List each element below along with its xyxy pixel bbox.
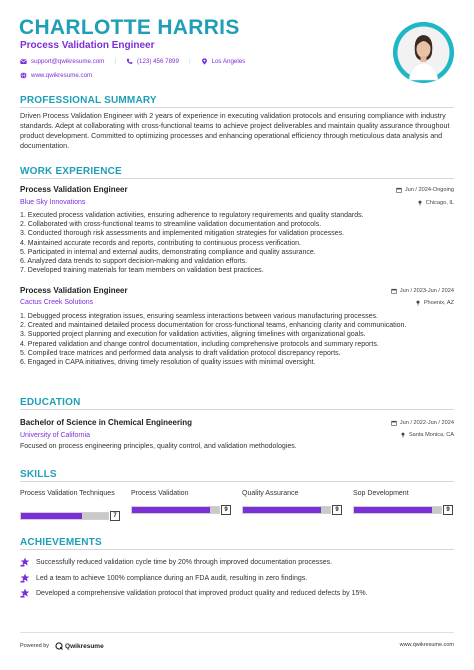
list-item: 3. Conducted thorough risk assessments and implemented mitigation strategies for validation processes. xyxy=(20,230,345,238)
job-title: Process Validation Engineer xyxy=(20,286,128,295)
job-dates-text: Jun / 2023-Jun / 2024 xyxy=(399,288,454,294)
achievements-heading: ACHIEVEMENTS xyxy=(20,537,102,548)
qwikresume-logo-icon xyxy=(55,642,63,650)
brand-name: Qwikresume xyxy=(65,642,104,650)
skill-bar-segment xyxy=(202,507,211,513)
skill-bar-segment xyxy=(91,513,100,519)
skill-bar-segment xyxy=(184,507,193,513)
skill-bar-segment xyxy=(260,507,269,513)
skill-item xyxy=(131,490,231,515)
list-item: 1. Executed process validation activities, ensuring adherence to regulatory requirements and quality standards. xyxy=(20,212,364,219)
list-item: 4. Prepared validation and change control documentation, including comprehensive protocols and summary reports. xyxy=(20,340,379,348)
profile-photo xyxy=(393,22,454,83)
achievement-item xyxy=(20,573,307,583)
achievement-text: Developed a comprehensive validation protocol that improved product quality and reduced defects by 15%. xyxy=(36,589,368,597)
skill-bar-segment xyxy=(415,507,424,513)
skill-bar-segment xyxy=(30,513,39,519)
skill-bar-segment xyxy=(243,507,252,513)
footer-url[interactable]: www.qwikresume.com xyxy=(399,642,454,648)
skill-bar-segment xyxy=(56,513,65,519)
education-heading: EDUCATION xyxy=(20,397,81,408)
education-description: Focused on process engineering principles, quality control, and validation methodologies. xyxy=(20,443,297,450)
achievement-text: Successfully reduced validation cycle time by 20% through improved documentation processes. xyxy=(36,558,333,566)
skill-meter xyxy=(131,505,231,515)
skill-score: 9 xyxy=(443,505,453,515)
website-row[interactable] xyxy=(20,72,92,79)
list-item: 7. Developed training materials for team members on validation best practices. xyxy=(20,267,264,275)
skill-bar-segment xyxy=(252,507,261,513)
star-badge-icon xyxy=(20,588,30,598)
skill-bar-segment xyxy=(321,507,330,513)
candidate-title: Process Validation Engineer xyxy=(20,40,155,51)
location-text: Los Angeles xyxy=(211,58,246,65)
skill-meter xyxy=(20,511,120,521)
skill-bar-segment xyxy=(65,513,74,519)
list-item: 6. Engaged in CAPA initiatives, driving timely resolution of quality issues with minimal oversight. xyxy=(20,359,316,367)
education-location xyxy=(400,432,454,438)
skill-name: Process Validation Techniques xyxy=(20,490,115,497)
section-divider xyxy=(20,107,454,108)
list-item: 6. Analyzed data trends to support decision-making and validation efforts. xyxy=(20,258,248,266)
powered-by-text: Powered by xyxy=(20,643,50,649)
candidate-name: CHARLOTTE HARRIS xyxy=(19,16,240,39)
summary-heading: PROFESSIONAL SUMMARY xyxy=(20,95,157,106)
phone-icon xyxy=(126,58,133,65)
school-name: University of California xyxy=(20,432,91,439)
skill-bar-segment xyxy=(47,513,56,519)
skill-bar-track xyxy=(242,506,331,514)
list-item: 5. Participated in internal and external audits, demonstrating compliance and quality assurance. xyxy=(20,248,316,256)
skill-bar-segment xyxy=(278,507,287,513)
skill-bar-segment xyxy=(21,513,30,519)
skill-score: 9 xyxy=(332,505,342,515)
pin-icon xyxy=(417,200,423,206)
achievement-item xyxy=(20,557,332,567)
calendar-icon xyxy=(391,288,397,294)
contact-separator: | xyxy=(188,58,191,65)
location-item xyxy=(201,58,246,65)
skill-bar-segment xyxy=(287,507,296,513)
star-badge-icon xyxy=(20,573,30,583)
education-location-text: Santa Monica, CA xyxy=(408,432,454,438)
skill-bar-track xyxy=(131,506,220,514)
list-item: 3. Supported project planning and execution for validation activities, aligning timelines with organizational goals. xyxy=(20,331,366,339)
brand-logo[interactable] xyxy=(55,642,104,650)
job-dates-text: Jun / 2024-Ongoing xyxy=(404,187,454,193)
section-divider xyxy=(20,178,454,179)
skill-bar-segment xyxy=(158,507,167,513)
job-dates xyxy=(396,187,454,193)
list-item: 4. Maintained accurate records and reports, contributing to continuous process verification. xyxy=(20,239,301,247)
job-title: Process Validation Engineer xyxy=(20,185,128,194)
job-dates xyxy=(391,288,454,294)
section-divider xyxy=(20,549,454,550)
skill-bar-segment xyxy=(389,507,398,513)
skill-bar-segment xyxy=(167,507,176,513)
achievement-item xyxy=(20,588,368,598)
pin-icon xyxy=(415,300,421,306)
skill-bar-track xyxy=(353,506,442,514)
achievement-text: Led a team to achieve 100% compliance during an FDA audit, resulting in zero findings. xyxy=(36,574,308,582)
skill-item xyxy=(242,490,342,515)
list-item: 2. Collaborated with cross-functional teams to streamline validation documentation and protocols. xyxy=(20,221,322,229)
globe-icon xyxy=(20,72,27,79)
skill-bar-segment xyxy=(295,507,304,513)
skill-name: Sop Development xyxy=(353,490,409,497)
skill-bar-segment xyxy=(371,507,380,513)
list-item: 2. Created and maintained detailed process documentation for cross-functional teams, enhancing clarity and communication. xyxy=(20,322,407,330)
phone-item[interactable] xyxy=(126,58,179,65)
skill-bar-segment xyxy=(424,507,433,513)
contact-separator: | xyxy=(114,58,116,65)
skill-bar-segment xyxy=(398,507,407,513)
email-item[interactable] xyxy=(20,58,104,65)
skill-bar-segment xyxy=(269,507,278,513)
job-location xyxy=(415,300,454,306)
degree-title: Bachelor of Science in Chemical Engineering xyxy=(20,418,193,427)
skill-meter xyxy=(353,505,453,515)
skill-name: Quality Assurance xyxy=(242,490,299,497)
calendar-icon xyxy=(396,187,402,193)
skill-bar-segment xyxy=(304,507,313,513)
skill-bar-segment xyxy=(176,507,185,513)
skill-bar-segment xyxy=(99,513,108,519)
skills-heading: SKILLS xyxy=(20,469,57,480)
footer-divider xyxy=(20,632,454,633)
list-item: 5. Compiled trace matrices and performed data analysis to draft validation protocol discrepancy reports. xyxy=(20,349,341,357)
email-text: support@qwikresume.com xyxy=(31,58,105,65)
education-dates-text: Jun / 2022-Jun / 2024 xyxy=(399,420,454,426)
phone-text: (123) 456 7899 xyxy=(136,58,179,65)
skill-score: 9 xyxy=(221,505,231,515)
star-badge-icon xyxy=(20,557,30,567)
job-location xyxy=(417,200,454,206)
job-company: Cactus Creek Solutions xyxy=(20,299,94,306)
contact-row xyxy=(20,58,255,65)
skill-bar-segment xyxy=(82,513,91,519)
skill-bar-segment xyxy=(313,507,322,513)
experience-heading: WORK EXPERIENCE xyxy=(20,166,122,177)
powered-by xyxy=(20,642,104,650)
skill-bar-segment xyxy=(149,507,158,513)
skill-bar-segment xyxy=(132,507,141,513)
skill-bar-segment xyxy=(380,507,389,513)
job-bullets xyxy=(20,211,452,275)
skill-bar-segment xyxy=(432,507,441,513)
skill-bar-segment xyxy=(210,507,219,513)
skill-bar-segment xyxy=(38,513,47,519)
section-divider xyxy=(20,481,454,482)
skill-bar-track xyxy=(20,512,109,520)
list-item: 1. Debugged process integration issues, ensuring seamless interactions between various manufacturing processes. xyxy=(20,313,378,320)
website-text: www.qwikresume.com xyxy=(31,72,93,79)
avatar xyxy=(393,22,454,83)
summary-text: Driven Process Validation Engineer with 2 years of experience in executing validation protocols and ensuring compliance with industry standards. Adept at collaborating with cross-functional teams to achieve project deliverables and maintain quality assurance throughout product development. Committed to optimizing processes and enhancing operational efficiency through meticulous data analysis and documentation. xyxy=(20,111,450,150)
skill-bar-segment xyxy=(406,507,415,513)
job-bullets xyxy=(20,312,452,367)
skill-bar-segment xyxy=(363,507,372,513)
job-location-text: Chicago, IL xyxy=(425,200,454,206)
calendar-icon xyxy=(391,420,397,426)
skill-item xyxy=(353,490,453,515)
job-location-text: Phoenix, AZ xyxy=(423,300,454,306)
map-pin-icon xyxy=(201,58,208,65)
skill-item xyxy=(20,490,120,521)
pin-icon xyxy=(400,432,406,438)
skill-meter xyxy=(242,505,342,515)
skill-bar-segment xyxy=(141,507,150,513)
job-company: Blue Sky Innovations xyxy=(20,199,86,206)
skill-bar-segment xyxy=(73,513,82,519)
skill-bar-segment xyxy=(354,507,363,513)
skill-score: 7 xyxy=(110,511,120,521)
section-divider xyxy=(20,409,454,410)
envelope-icon xyxy=(20,58,27,65)
skill-bar-segment xyxy=(193,507,202,513)
skill-name: Process Validation xyxy=(131,490,189,497)
education-dates xyxy=(391,420,454,426)
